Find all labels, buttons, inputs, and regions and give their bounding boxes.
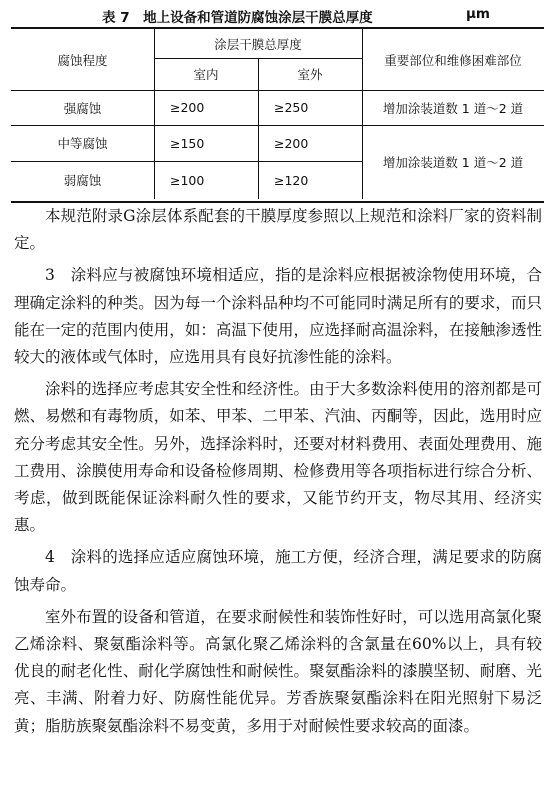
row-indoor-value: ≥150 [170, 135, 205, 151]
header-outdoor: 室外 [297, 67, 323, 82]
row-note: 增加涂装道数 1 道～2 道 [382, 155, 524, 170]
header-key-parts: 重要部位和维修困难部位 [384, 52, 522, 68]
row-outdoor-value: ≥120 [274, 172, 309, 188]
body-text [14, 203, 542, 745]
paragraph: 室外布置的设备和管道，在要求耐候性和装饰性好时，可以选用高氯化聚乙烯涂料、聚氨酯涂料等。高氯化聚乙烯涂料的含氯量在60%以上，具有较优良的耐老化性、耐化学腐蚀性和耐候性。聚氨酯涂料的漆膜坚韧、耐磨、光亮、丰满、附着力好、防腐性能优异。芳香族聚氨酯涂料在阳光照射下易泛黄；脂肪族聚氨酯涂料不易变黄，多用于对耐候性要求较高的面漆。 [14, 607, 542, 735]
paragraph: 3 涂料应与被腐蚀环境相适应，指的是涂料应根据被涂物使用环境，合理确定涂料的种类。因为每一个涂料品种均不可能同时满足所有的要求，而只能在一定的范围内使用，如：高温下使用，应选择耐高温涂料，在接触渗透性较大的液体或气体时，应选用具有良好抗渗性能的涂料。 [14, 266, 542, 367]
header-degree: 腐蚀程度 [57, 52, 108, 68]
table-caption [0, 6, 550, 24]
paragraph: 4 涂料的选择应适应腐蚀环境，施工方便，经济合理，满足要求的防腐蚀寿命。 [14, 548, 542, 594]
table-title: 表 7 地上设备和管道防腐蚀涂层干膜总厚度 [102, 10, 373, 26]
paragraph: 本规范附录G涂层体系配套的干膜厚度参照以上规范和涂料厂家的资料制定。 [14, 207, 542, 253]
table-unit: μm [466, 6, 491, 22]
row-note: 增加涂装道数 1 道～2 道 [382, 100, 524, 116]
header-total-thickness: 涂层干膜总厚度 [214, 36, 302, 52]
row-degree: 弱腐蚀 [63, 173, 102, 188]
row-degree: 强腐蚀 [63, 100, 102, 116]
row-outdoor-value: ≥200 [274, 135, 309, 151]
row-indoor-value: ≥200 [170, 100, 205, 115]
row-degree: 中等腐蚀 [57, 136, 108, 151]
coating-thickness-table [11, 27, 544, 203]
header-indoor: 室内 [193, 67, 219, 82]
row-outdoor-value: ≥250 [274, 100, 309, 115]
paragraph: 涂料的选择应考虑其安全性和经济性。由于大多数涂料使用的溶剂都是可燃、易燃和有毒物质，如苯、甲苯、二甲苯、汽油、丙酮等，因此，选用时应充分考虑其安全性。另外，选择涂料时，还要对材料费用、表面处理费用、施工费用、涂膜使用寿命和设备检修周期、检修费用等各项指标进行综合分析、考虑，做到既能保证涂料耐久性的要求，又能节约开支，物尽其用、经济实惠。 [14, 380, 542, 535]
row-indoor-value: ≥100 [170, 172, 205, 188]
